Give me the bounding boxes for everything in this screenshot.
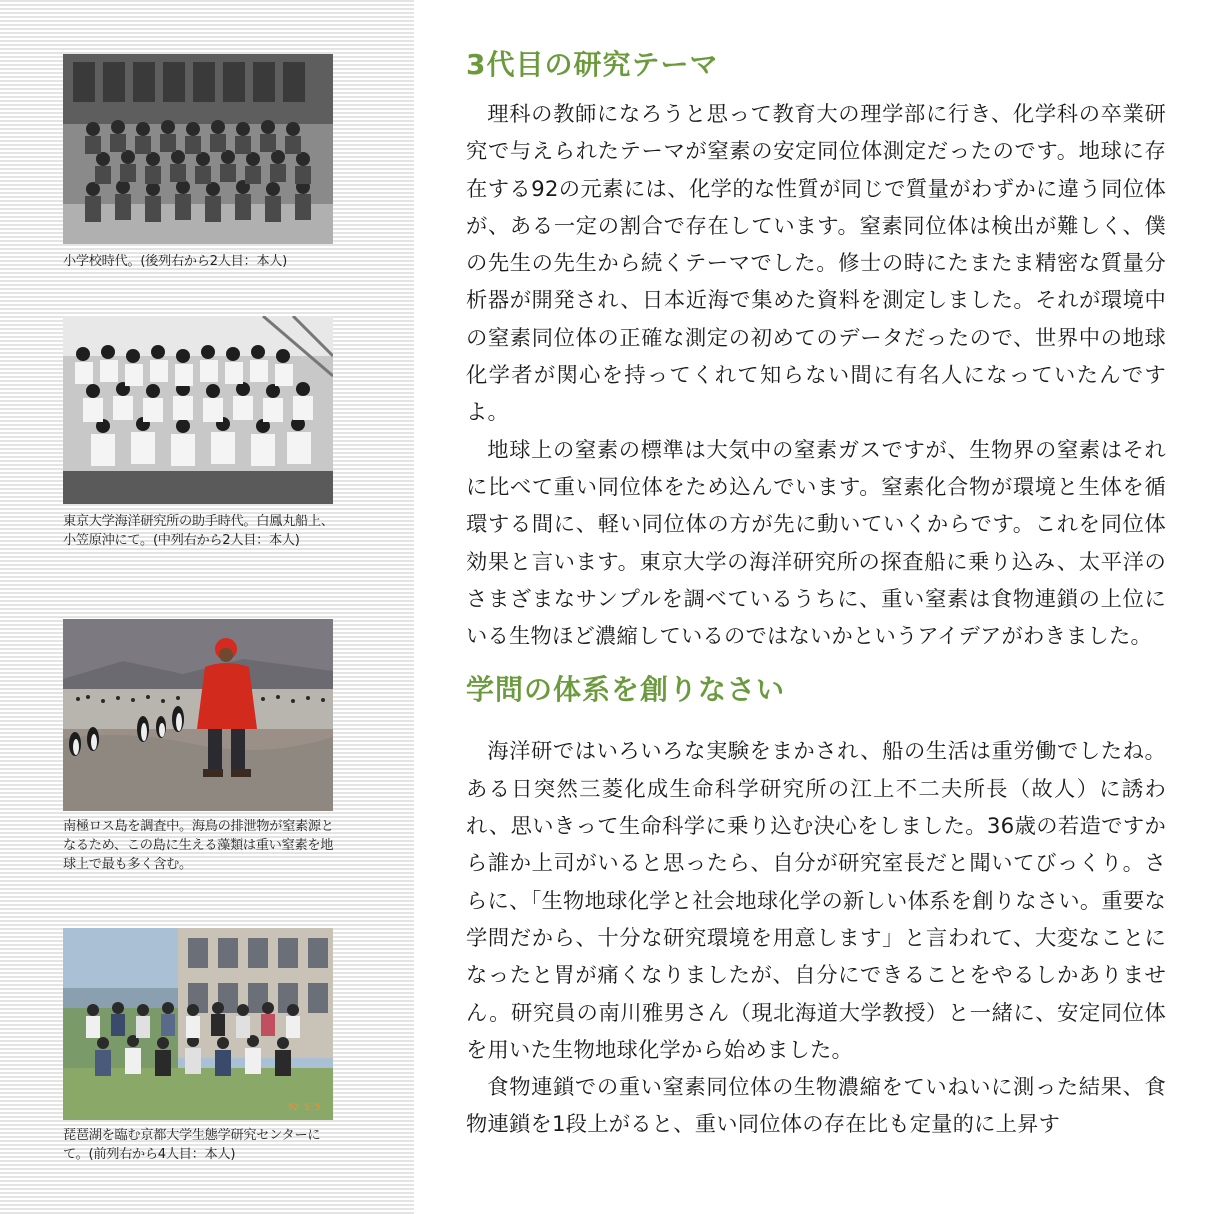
ship-crew-caption: 東京大学海洋研究所の助手時代。白鳳丸船上、小笠原沖にて。(中列右から2人目：本人) bbox=[63, 514, 334, 548]
section1-heading: 3代目の研究テーマ bbox=[466, 48, 719, 81]
section1-paragraph: 理科の教師になろうと思って教育大の理学部に行き、化学科の卒業研究で与えられたテーマが窒素の安定同位体測定だったのです。地球に存在する92の元素には、化学的な性質が同じで質量がわずかに違う同位体が、ある一定の割合で存在しています。窒素同位体は検出が難しく、僕の先生の先生から続くテーマでした。修士の時にたまたま精密な質量分析器が開発され、日本近海で集めた資料を測定しました。それが環境中の窒素同位体の正確な測定の初めてのデータだったので、世界中の地球化学者が関心を持ってくれて知らない間に有名人になっていたんですよ。 bbox=[466, 102, 1166, 426]
kyoto-center-photo bbox=[63, 928, 333, 1120]
ship-crew-image bbox=[63, 316, 333, 504]
school-class-caption: 小学校時代。(後列右から2人目：本人) bbox=[63, 254, 287, 269]
sidebar bbox=[0, 0, 414, 1214]
ross-island-photo bbox=[63, 619, 333, 811]
section2-paragraph: 海洋研ではいろいろな実験をまかされ、船の生活は重労働でしたね。ある日突然三菱化成生命科学研究所の江上不二夫所長（故人）に誘われ、思いきって生命科学に乗り込む決心をしました。36歳の若造ですから誰か上司がいると思ったら、自分が研究室長だと聞いてびっくり。さらに、「生物地球化学と社会地球化学の新しい体系を創りなさい。重要な学問だから、十分な研究環境を用意します」と言われて、大変なことになったと胃が痛くなりましたが、自分にできることをやるしかありません。研究員の南川雅男さん（現北海道大学教授）と一緒に、安定同位体を用いた生物地球化学から始めました。 bbox=[466, 739, 1167, 1063]
school-class-image bbox=[63, 54, 333, 244]
kyoto-center-image bbox=[63, 928, 333, 1120]
section1-paragraph: 地球上の窒素の標準は大気中の窒素ガスですが、生物界の窒素はそれに比べて重い同位体をため込んでいます。窒素化合物が環境と生体を循環する間に、軽い同位体の方が先に動いていくからです。これを同位体効果と言います。東京大学の海洋研究所の探査船に乗り込み、太平洋のさまざまなサンプルを調べているうちに、重い窒素は食物連鎖の上位にいる生物ほど濃縮しているのではないかというアイデアがわきました。 bbox=[466, 437, 1167, 650]
school-class-photo bbox=[63, 54, 333, 244]
section2-heading: 学問の体系を創りなさい bbox=[466, 673, 786, 707]
section2-paragraph: 食物連鎖での重い窒素同位体の生物濃縮をていねいに測った結果、食物連鎖を1段上がると、重い同位体の存在比も定量的に上昇す bbox=[466, 1075, 1166, 1138]
ross-island-caption: 南極ロス島を調査中。海鳥の排泄物が窒素源となるため、この島に生える藻類は重い窒素を地球上で最も多く含む。 bbox=[63, 819, 334, 872]
photo-date-stamp: 92 5 5 bbox=[288, 1103, 321, 1113]
ship-crew-photo bbox=[63, 316, 333, 504]
kyoto-center-caption: 琵琶湖を臨む京都大学生態学研究センターにて。(前列右から4人目：本人) bbox=[63, 1128, 321, 1162]
ross-island-image bbox=[63, 619, 333, 811]
article-body bbox=[466, 40, 1166, 1144]
